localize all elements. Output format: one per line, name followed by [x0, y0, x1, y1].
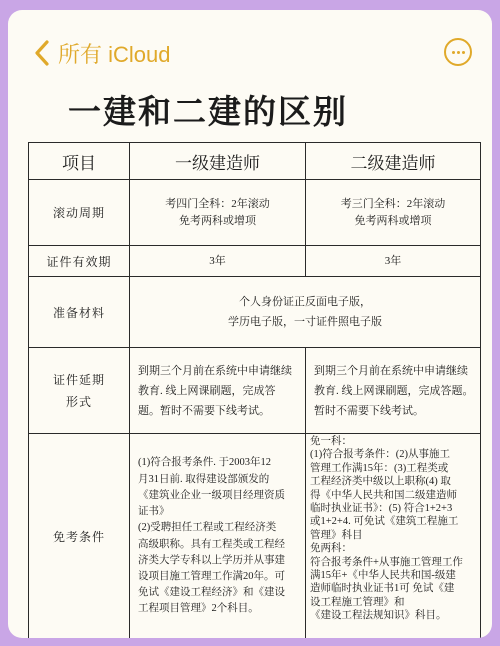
cell-line: 设项目施工管理工作满20年。可	[138, 570, 285, 582]
cell-line: 管理工作满15年：(3)工程类或	[310, 462, 449, 474]
cell-line: 造师临时执业证书1可 免试《建	[310, 583, 455, 595]
table-header-row	[29, 143, 481, 180]
cell-line: 教育. 线上网课刷题，完成答	[138, 384, 276, 397]
header-item: 项目	[29, 143, 130, 180]
more-options-button[interactable]	[444, 38, 472, 66]
note-view	[8, 10, 492, 638]
cell-line: 得《中华人民共和国二级建造师	[310, 489, 457, 501]
row-label-validity: 证件有效期	[29, 246, 130, 277]
navigation-bar	[8, 10, 492, 80]
row-label-rolling-cycle: 滚动周期	[29, 180, 130, 246]
cell-line: 到期三个月前在系统中申请继续	[314, 364, 468, 377]
table-row	[29, 277, 481, 348]
cell-line: 免考两科或增项	[354, 214, 432, 227]
cell-line: 设工程施工管理》和	[310, 596, 405, 608]
cell-line: 济类大学专科以上学历并从事建	[138, 554, 285, 566]
cell-extension-level-two	[306, 348, 481, 434]
chevron-left-icon	[32, 39, 52, 67]
cell-materials-merged	[130, 277, 481, 348]
cell-line: 满15年+《中华人民共和国-级建	[310, 570, 456, 582]
cell-line: 学历电子版，一寸证件照电子版	[228, 316, 382, 328]
table-row	[29, 180, 481, 246]
cell-line: 题。暂时不需要下线考试。	[138, 404, 270, 417]
cell-line: 教育. 线上网课刷题，完成答题。	[314, 384, 474, 397]
cell-exemption-level-one	[130, 434, 306, 639]
row-label-extension: 证件延期 形式	[29, 348, 130, 434]
cell-line: 工程经济类中级以上职称(4) 取	[310, 476, 451, 488]
cell-line: 考四门全科：2年滚动	[165, 197, 270, 210]
cell-line: 免两科：	[310, 543, 352, 555]
cell-line: 免试《建设工程经济》和《建设	[138, 587, 285, 599]
table-row	[29, 348, 481, 434]
row-label-materials: 准备材料	[29, 277, 130, 348]
cell-line: 《建筑业企业一级项目经理资质	[138, 489, 285, 501]
cell-rolling-cycle-level-one	[130, 180, 306, 246]
cell-line: 月31日前. 取得建设部颁发的	[138, 473, 270, 485]
header-level-two: 二级建造师	[306, 143, 481, 180]
cell-line: 个人身份证正反面电子版，	[239, 296, 371, 308]
cell-line: (1)符合报考条件. 于2003年12	[138, 457, 271, 469]
page-title: 一建和二建的区别	[68, 92, 348, 131]
cell-line: (2)受聘担任工程或工程经济类	[138, 522, 277, 534]
cell-line: 或1+2+4. 可免试《建筑工程施工	[310, 516, 459, 528]
cell-validity-level-two: 3年	[306, 246, 481, 277]
cell-line: (1)符合报考条件：(2)从事施工	[310, 449, 450, 461]
cell-exemption-level-two	[306, 434, 481, 639]
cell-validity-level-one: 3年	[130, 246, 306, 277]
cell-line: 高级职称。具有工程类或工程经	[138, 538, 285, 550]
back-button[interactable]	[32, 36, 170, 70]
cell-line: 管理》科目	[310, 529, 363, 541]
comparison-table	[28, 142, 481, 638]
table-row	[29, 434, 481, 639]
cell-line: 暂时不需要下线考试。	[314, 404, 424, 417]
back-label: 所有 iCloud	[58, 41, 171, 67]
more-dot	[462, 51, 465, 54]
cell-line: 临时执业证书》：(5) 符合1+2+3	[310, 503, 453, 515]
cell-line: 免一科：	[310, 436, 352, 447]
cell-extension-level-one	[130, 348, 306, 434]
more-options-icon	[452, 51, 455, 54]
header-level-one: 一级建造师	[130, 143, 306, 180]
cell-line: 符合报考条件+从事施工管理工作	[310, 556, 463, 568]
cell-line: 到期三个月前在系统中申请继续	[138, 364, 292, 377]
row-label-exemption: 免考条件	[29, 434, 130, 639]
cell-line: 考三门全科：2年滚动	[340, 197, 446, 210]
table-row	[29, 246, 481, 277]
cell-line: 证书》	[138, 506, 170, 518]
more-dot	[457, 51, 460, 54]
cell-line: 工程项目管理》2个科目。	[138, 603, 259, 615]
cell-rolling-cycle-level-two	[306, 180, 481, 246]
cell-line: 《建设工程法规知识》科目。	[310, 610, 447, 622]
cell-line: 免考两科或增项	[179, 214, 256, 227]
